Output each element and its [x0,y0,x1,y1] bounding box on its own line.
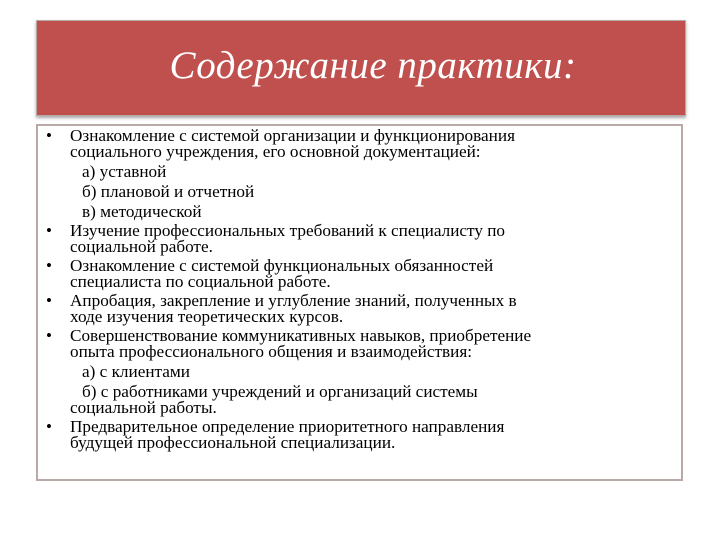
item-line: будущей профессиональной специализации. [70,433,396,452]
bullet-icon: • [46,326,52,345]
sub-item: а) с клиентами [82,362,190,381]
item-line: Предварительное определение приоритетного направления [70,417,505,436]
bullet-item [46,293,674,325]
item-line: Ознакомление с системой организации и функционирования [70,126,515,145]
bullet-item [46,328,674,416]
item-line: Ознакомление с системой функциональных обязанностей [70,256,494,275]
bullet-icon: • [46,417,52,436]
sub-item: б) с работниками учреждений и организаций системы [82,382,478,401]
bullet-list [46,128,674,454]
title-banner [36,20,686,116]
item-line: социальной работе. [70,237,213,256]
bullet-item [46,223,674,255]
item-line: Изучение профессиональных требований к специалисту по [70,221,506,240]
bullet-icon: • [46,221,52,240]
bullet-item [46,128,674,220]
sub-item: б) плановой и отчетной [82,182,255,201]
item-line: Апробация, закрепление и углубление знаний, полученных в [70,291,517,310]
bullet-icon: • [46,291,52,310]
bullet-item [46,258,674,290]
item-line: ходе изучения теоретических курсов. [70,307,344,326]
sub-item: а) уставной [82,162,167,181]
item-line: специалиста по социальной работе. [70,272,331,291]
bullet-item [46,419,674,451]
bullet-icon: • [46,126,52,145]
sub-item: в) методической [82,202,202,221]
item-line: социальной работы. [70,398,217,417]
bullet-icon: • [46,256,52,275]
item-line: Совершенствование коммуникативных навыков, приобретение [70,326,532,345]
slide-title: Содержание практики: [169,43,577,87]
item-line: опыта профессионального общения и взаимодействия: [70,342,473,361]
item-line: социального учреждения, его основной документацией: [70,142,481,161]
